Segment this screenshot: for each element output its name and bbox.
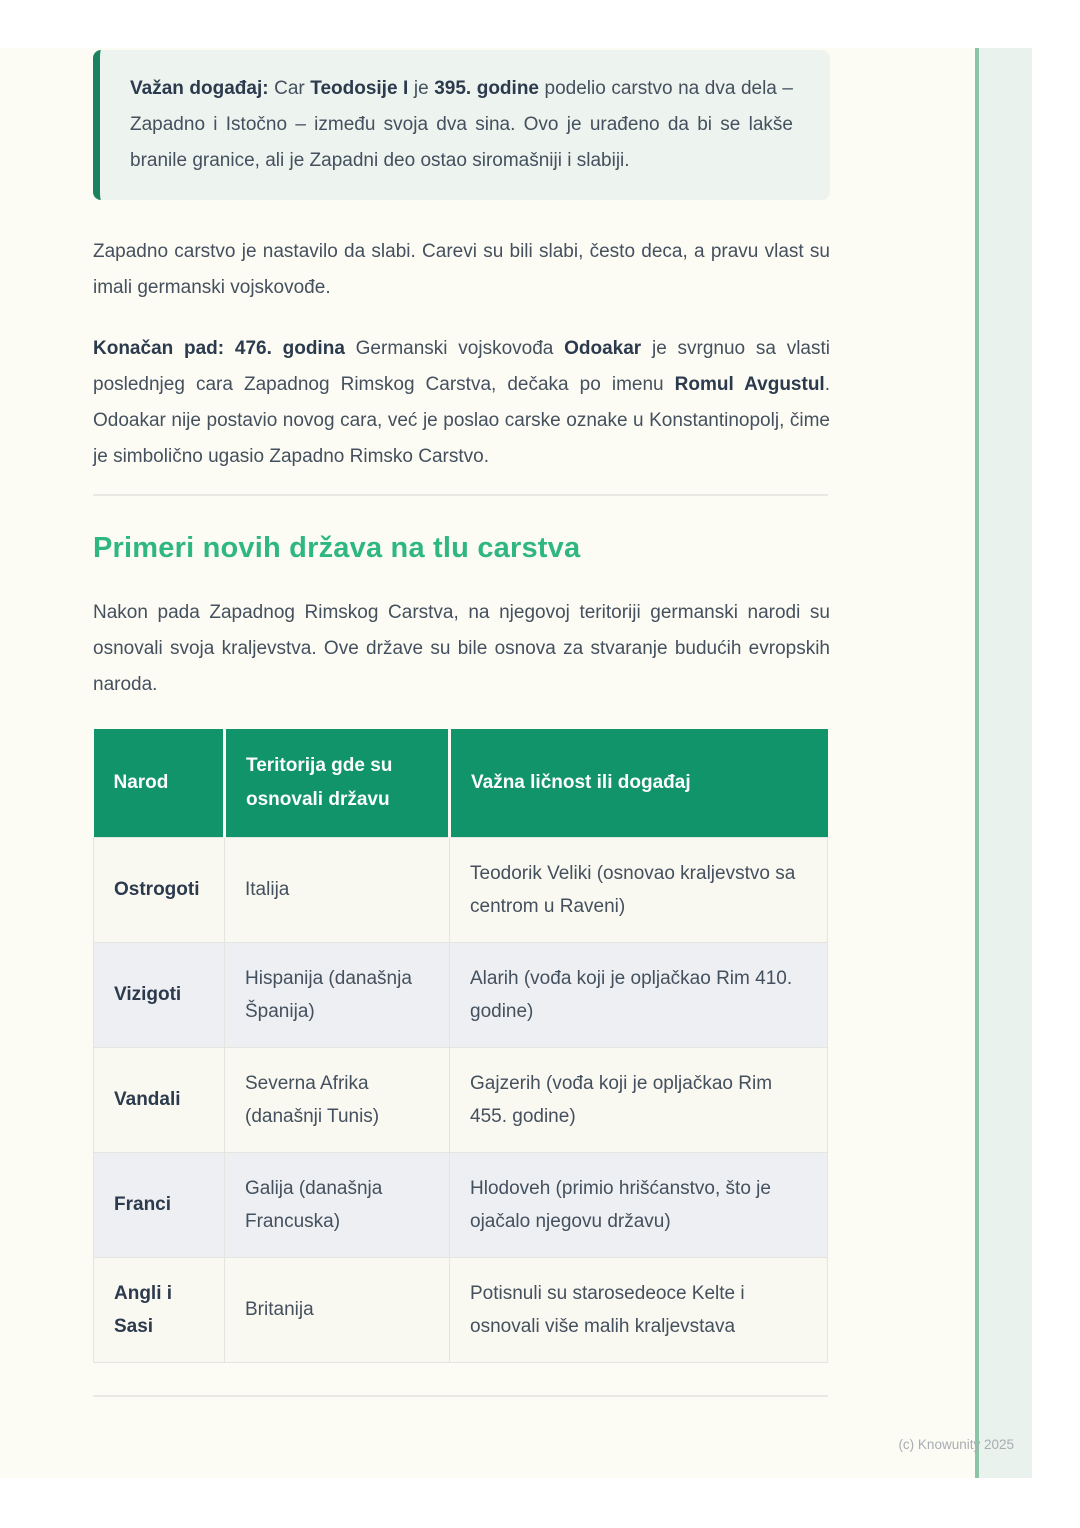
cell-narod: Ostrogoti (94, 837, 225, 942)
table-header-narod: Narod (94, 729, 225, 837)
table-header-row (94, 729, 828, 837)
page-content (93, 48, 830, 1397)
cell-teritorija: Severna Afrika (današnji Tunis) (225, 1047, 450, 1152)
table-row (94, 1257, 828, 1362)
cell-licnost: Teodorik Veliki (osnovao kraljevstvo sa centrom u Raveni) (450, 837, 828, 942)
table-row (94, 1047, 828, 1152)
table-header-teritorija: Teritorija gde su osnovali državu (225, 729, 450, 837)
cell-narod: Franci (94, 1152, 225, 1257)
important-event-callout (93, 50, 830, 200)
cell-teritorija: Britanija (225, 1257, 450, 1362)
cell-licnost: Gajzerih (vođa koji je opljačkao Rim 455. godine) (450, 1047, 828, 1152)
table-row (94, 942, 828, 1047)
cell-teritorija: Galija (današnja Francuska) (225, 1152, 450, 1257)
cell-narod: Vandali (94, 1047, 225, 1152)
cell-teritorija: Hispanija (današnja Španija) (225, 942, 450, 1047)
table-row (94, 1152, 828, 1257)
copyright-notice: (c) Knowunity 2025 (898, 1437, 1014, 1452)
cell-licnost: Hlodoveh (primio hrišćanstvo, što je ojačalo njegovu državu) (450, 1152, 828, 1257)
cell-narod: Vizigoti (94, 942, 225, 1047)
section-divider-bottom (93, 1395, 828, 1397)
section-title: Primeri novih država na tlu carstva (93, 532, 581, 564)
page-side-accent (975, 48, 1032, 1478)
document-page (0, 48, 1032, 1478)
cell-licnost: Potisnuli su starosedeoce Kelte i osnovali više malih kraljevstava (450, 1257, 828, 1362)
cell-licnost: Alarih (vođa koji je opljačkao Rim 410. godine) (450, 942, 828, 1047)
table-header-licnost: Važna ličnost ili događaj (450, 729, 828, 837)
callout-text: Važan događaj: Car Teodosije I je 395. godine podelio carstvo na dva dela – Zapadno i Istočno – između svoja dva sina. Ovo je urađeno da bi se lakše branile granice, ali je Zapadni deo ostao siromašniji i slabiji. (130, 78, 793, 171)
cell-narod: Angli i Sasi (94, 1257, 225, 1362)
section-intro-paragraph: Nakon pada Zapadnog Rimskog Carstva, na njegovoj teritoriji germanski narodi su osnovali svoja kraljevstva. Ove države su bile osnova za stvaranje budućih evropskih naroda. (93, 602, 830, 695)
paragraph-final-fall: Konačan pad: 476. godina Germanski vojskovođa Odoakar je svrgnuo sa vlasti poslednjeg cara Zapadnog Rimskog Carstva, dečaka po imenu Romul Avgustul. Odoakar nije postavio novog cara, već je poslao carske oznake u Konstantinopolj, čime je simbolično ugasio Zapadno Rimsko Carstvo. (93, 338, 830, 467)
cell-teritorija: Italija (225, 837, 450, 942)
paragraph-western-decline: Zapadno carstvo je nastavilo da slabi. Carevi su bili slabi, često deca, a pravu vlast su imali germanski vojskovođe. (93, 241, 830, 298)
table-row (94, 837, 828, 942)
section-divider-top (93, 494, 828, 496)
nations-table (93, 729, 828, 1363)
